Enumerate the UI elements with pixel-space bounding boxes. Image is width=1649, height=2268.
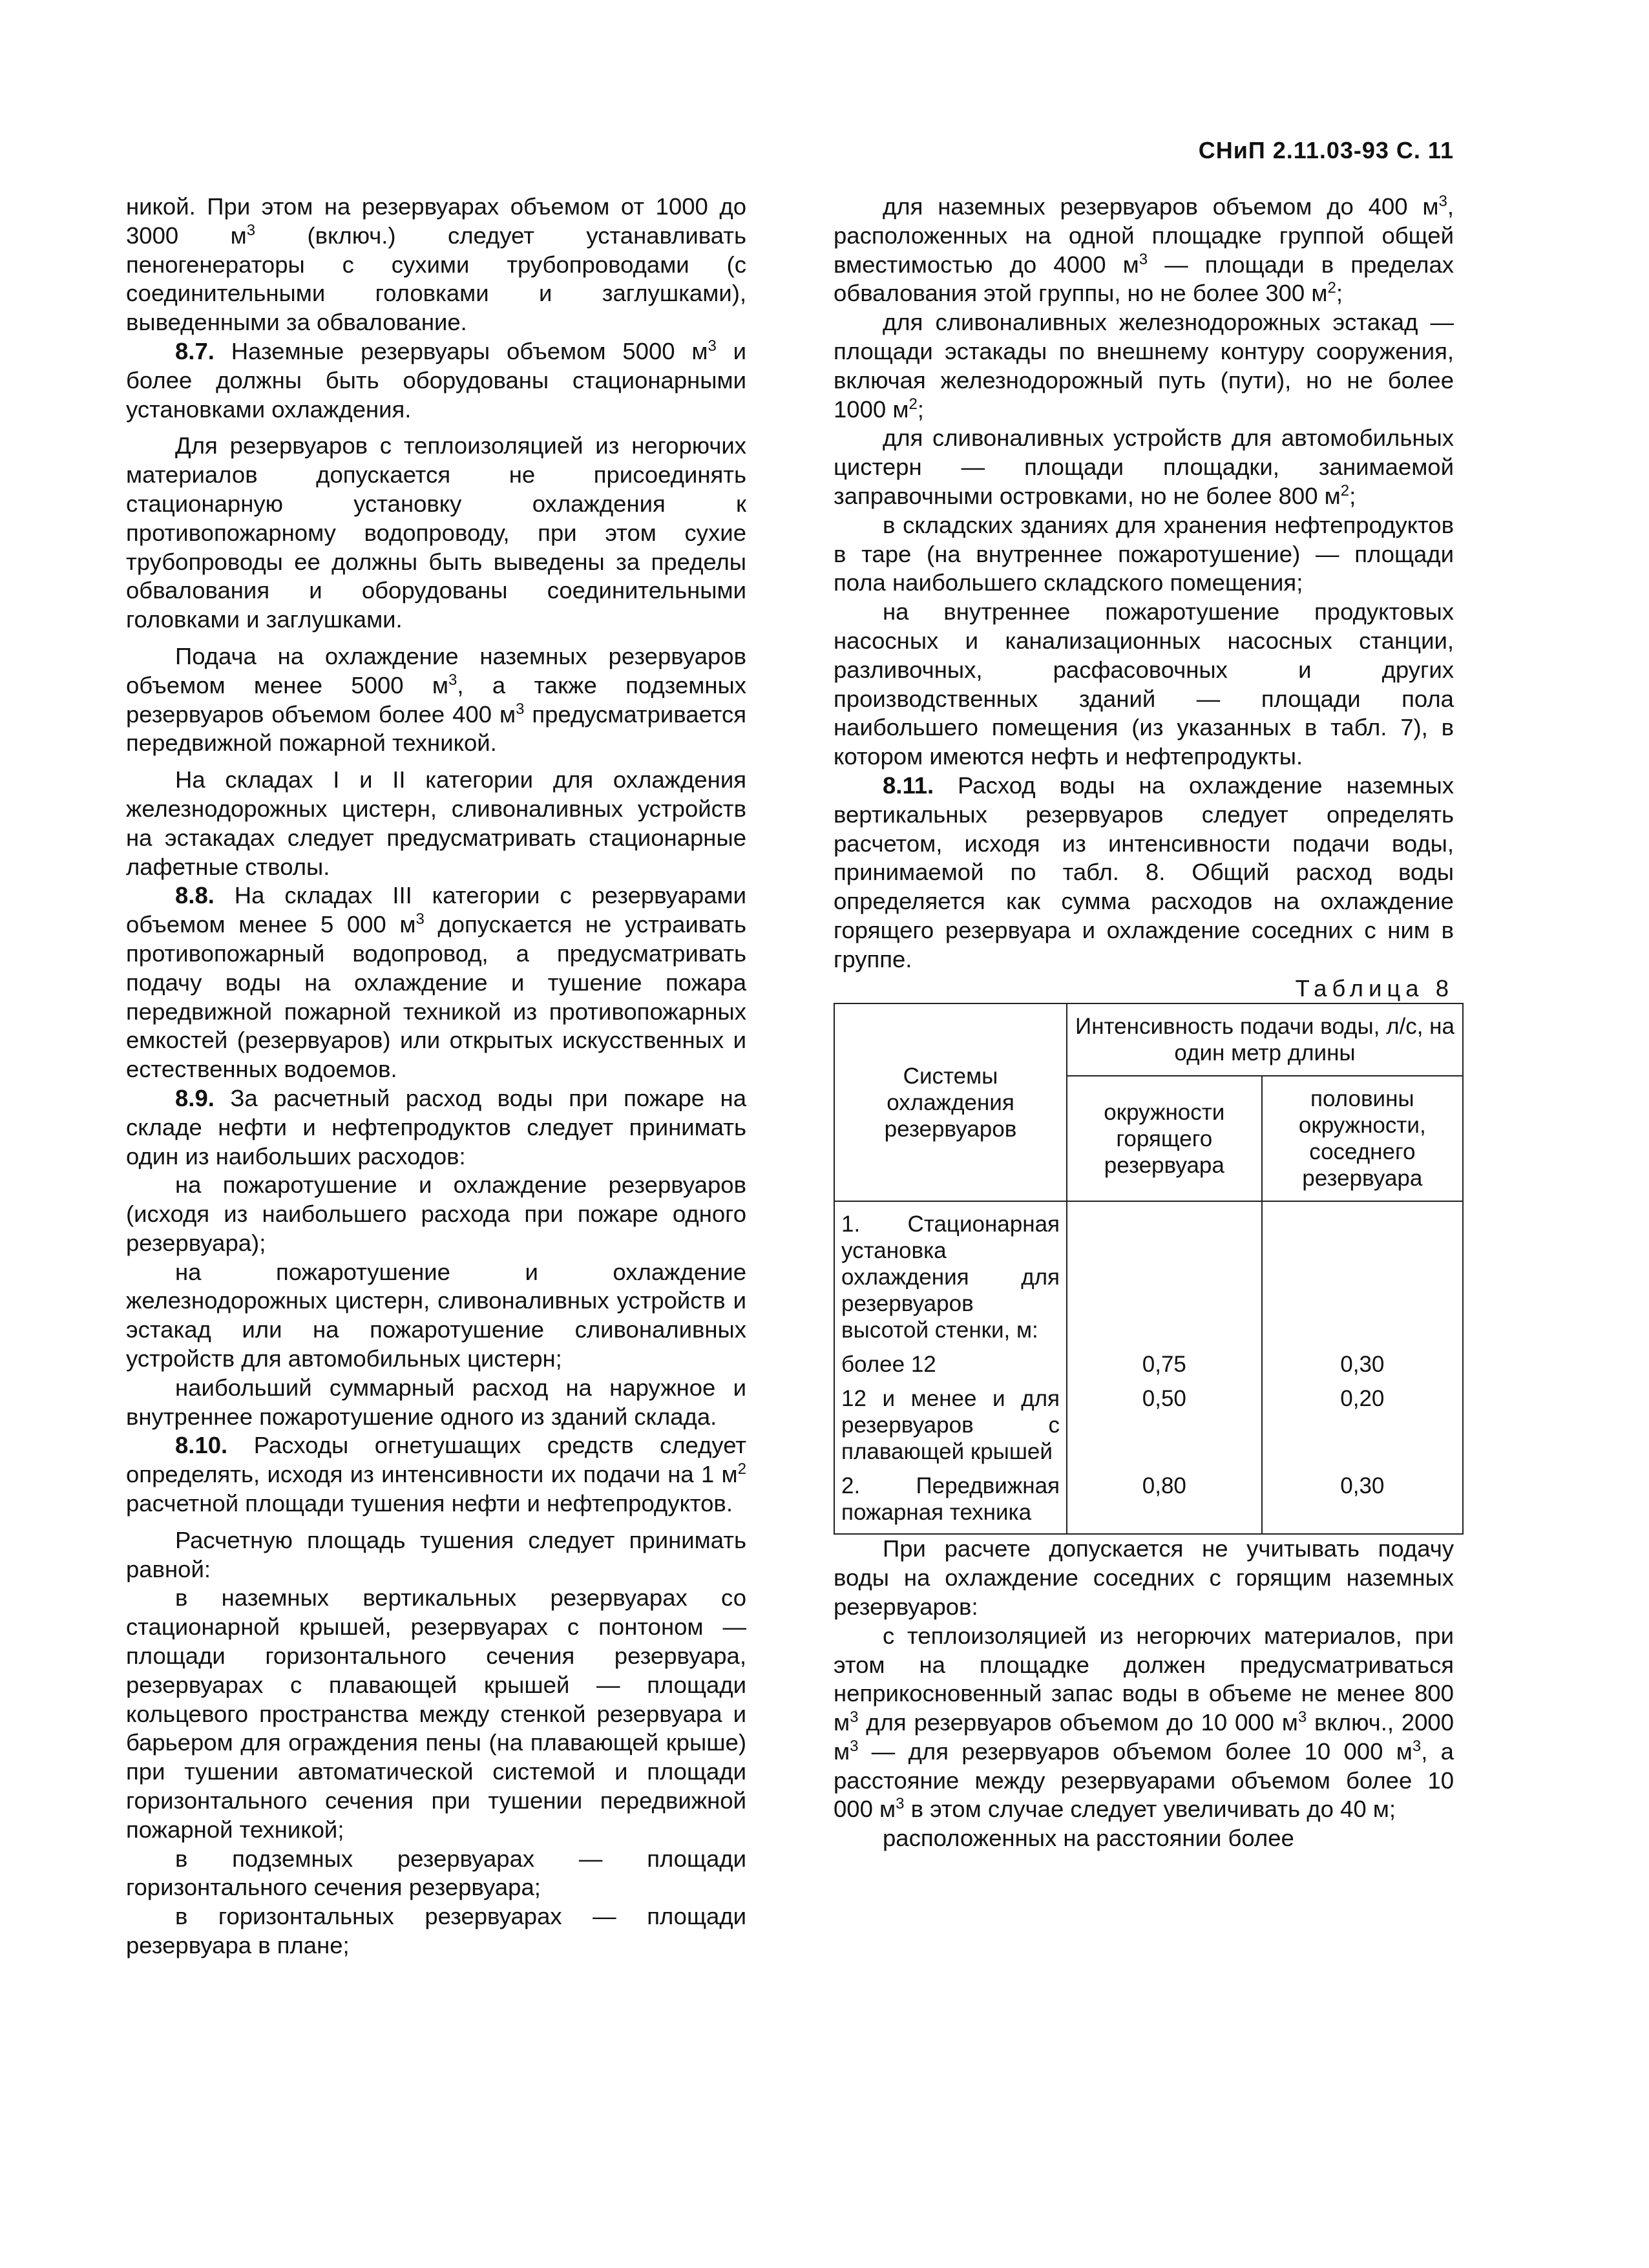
table-row — [834, 1381, 1463, 1469]
table-cell: 0,75 — [1067, 1347, 1262, 1381]
list-item: на пожаротушение и охлаждение железнодорожных цистерн, сливоналивных устройств и эстакад или на пожаротушение сливоналивных устройств для автомобильных цистерн; — [126, 1258, 746, 1372]
left-column — [126, 193, 746, 1960]
right-column — [834, 193, 1454, 1853]
paragraph: Подача на охлаждение наземных резервуаров объемом менее 5000 $м^3$, а также подземных резервуаров объемом более 400 $м^3$ предусматривается передвижной пожарной техникой. — [126, 642, 746, 757]
table-row — [834, 1201, 1463, 1347]
table-caption: Таблица 8 — [1295, 974, 1454, 1002]
list-item: на внутреннее пожаротушение продуктовых насосных и канализационных насосных станции, разливочных, расфасовочных и других производственных зданий — площади пола наибольшего помещения (из указанных в табл. 7), в котором имеются нефть и нефтепродукты. — [834, 598, 1454, 770]
table-cell: 0,30 — [1262, 1347, 1463, 1381]
list-item: с теплоизоляцией из негорючих материалов, при этом на площадке должен предусматриваться неприкосновенный запас воды в объеме не менее 800 $м^3$ для резервуаров объемом до 10 000 $м^3$ включ., 2000 $м^3$ — для резервуаров объемом более 10 000 $м^3$, а расстояние между резервуарами объемом более 10 000 $м^3$ в этом случае следует увеличивать до 40 м; — [834, 1622, 1454, 1823]
table-cell: 0,80 — [1067, 1469, 1262, 1534]
table-cell — [1262, 1201, 1463, 1347]
list-item: для сливоналивных железнодорожных эстакад — площади эстакады по внешнему контуру сооружения, включая железнодорожный путь (пути), но не более 1000 $м^2$; — [834, 309, 1454, 423]
paragraph: Расчетную площадь тушения следует принимать равной: — [126, 1526, 746, 1582]
table-header-intensity: Интенсивность подачи воды, л/с, на один метр длины — [1067, 1003, 1463, 1076]
list-item: для наземных резервуаров объемом до 400 $м^3$, расположенных на одной площадке группой общей вместимостью до 4000 $м^3$ — площади в пределах обвалования этой группы, но не более 300 $м^2$; — [834, 192, 1454, 307]
table-row — [834, 1347, 1463, 1381]
table-header-system: Системы охлаждения резервуаров — [834, 1003, 1067, 1201]
list-item: для сливоналивных устройств для автомобильных цистерн — площади площадки, занимаемой заправочными островками, но не более 800 $м^2$; — [834, 425, 1454, 509]
table-cell: 1. Стационарная установка охлаждения для резервуаров высотой стенки, м: — [834, 1201, 1067, 1347]
list-item: в наземных вертикальных резервуарах со стационарной крышей, резервуарах с понтоном — площади горизонтального сечения резервуара, резервуарах с плавающей крышей — площади кольцевого пространства между стенкой резервуара и барьером для ограждения пены (на плавающей крыше) при тушении автоматической системой и площади горизонтального сечения при тушении передвижной пожарной техникой; — [126, 1584, 746, 1843]
list-item: на пожаротушение и охлаждение резервуаров (исходя из наибольшего расхода при пожаре одного резервуара); — [126, 1171, 746, 1256]
paragraph: никой. При этом на резервуарах объемом от 1000 до 3000 $м^3$ (включ.) следует устанавливать пеногенераторы с сухими трубопроводами (с соединительными головками и заглушками), выведенными за обвалование. — [126, 193, 746, 336]
list-item: в подземных резервуарах — площади горизонтального сечения резервуара; — [126, 1845, 746, 1901]
section-8-7: 8.7. Наземные резервуары объемом 5000 $м^3$ и более должны быть оборудованы стационарными установками охлаждения. — [126, 337, 747, 423]
paragraph: На складах I и II категории для охлаждения железнодорожных цистерн, сливоналивных устройств на эстакадах следует предусматривать стационарные лафетные стволы. — [126, 766, 746, 880]
list-item: расположенных на расстоянии более — [883, 1825, 1294, 1852]
table-cell — [1067, 1201, 1262, 1347]
table-header-neighbor: половины окружности, соседнего резервуара — [1262, 1076, 1463, 1201]
section-8-11: 8.11. Расход воды на охлаждение наземных вертикальных резервуаров следует определять расчетом, исходя из интенсивности подачи воды, принимаемой по табл. 8. Общий расход воды определяется как сумма расходов на охлаждение горящего резервуара и охлаждение соседних с ним в группе. — [834, 772, 1454, 972]
table-cell: 0,50 — [1067, 1381, 1262, 1469]
table-cell: 2. Передвижная пожарная техника — [834, 1469, 1067, 1534]
table-cell: 0,20 — [1262, 1381, 1463, 1469]
table-cell: 12 и менее и для резервуаров с плавающей крышей — [834, 1381, 1067, 1469]
table-8 — [834, 1003, 1464, 1535]
paragraph: При расчете допускается не учитывать подачу воды на охлаждение соседних с горящим наземных резервуаров: — [834, 1535, 1454, 1620]
table-header-burning: окружности горящего резервуара — [1067, 1076, 1262, 1201]
list-item: наибольший суммарный расход на наружное и внутреннее пожаротушение одного из зданий склада. — [126, 1374, 746, 1430]
section-8-9: 8.9. За расчетный расход воды при пожаре на складе нефти и нефтепродуктов следует принимать один из наибольших расходов: — [126, 1084, 746, 1170]
list-item: в складских зданиях для хранения нефтепродуктов в таре (на внутреннее пожаротушение) — площади пола наибольшего складского помещения; — [834, 511, 1454, 596]
list-item: в горизонтальных резервуарах — площади резервуара в плане; — [126, 1903, 746, 1959]
table-cell: 0,30 — [1262, 1469, 1463, 1534]
page-header: СНиП 2.11.03-93 С. 11 — [1198, 137, 1454, 163]
paragraph: Для резервуаров с теплоизоляцией из негорючих материалов допускается не присоединять стационарную установку охлаждения к противопожарному водопроводу, при этом сухие трубопроводы ее должны быть выведены за пределы обвалования и оборудованы соединительными головками и заглушками. — [126, 432, 746, 633]
section-8-8: 8.8. На складах III категории с резервуарами объемом менее 5 000 $м^3$ допускается не устраивать противопожарный водопровод, а предусматривать подачу воды на охлаждение и тушение пожара передвижной пожарной техникой из противопожарных емкостей (резервуаров) или открытых искусственных и естественных водоемов. — [126, 882, 746, 1083]
section-8-10: 8.10. Расходы огнетушащих средств следует определять, исходя из интенсивности их подачи на 1 $м^2$ расчетной площади тушения нефти и нефтепродуктов. — [126, 1432, 746, 1517]
table-cell: более 12 — [834, 1347, 1067, 1381]
table-row — [834, 1469, 1463, 1534]
